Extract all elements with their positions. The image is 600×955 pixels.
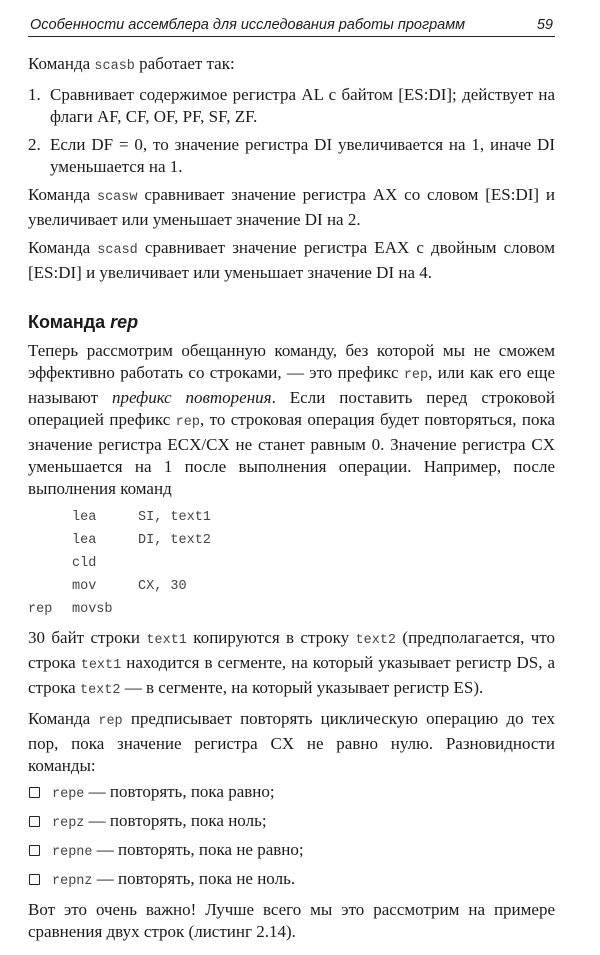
paragraph-scasd: Команда scasd сравнивает значение регистра EAX с двойным словом [ES:DI] и увеличивает или уменьшает значение DI на 4.	[28, 238, 555, 282]
square-bullet-icon	[29, 816, 40, 827]
inline-code: text2	[355, 633, 397, 648]
inline-code: text1	[146, 633, 187, 648]
code-line: cld	[72, 556, 97, 571]
code-line: lea SI, text1	[72, 510, 211, 525]
section-heading: Команда rep	[28, 312, 139, 332]
bullet-item: repne — повторять, пока не равно;	[28, 839, 555, 864]
code-line: mov CX, 30	[72, 579, 187, 594]
paragraph-rep-variants: Команда rep предписывает повторять циклическую операцию до тех пор, пока значение регистра CX не равно нулю. Разновидности команды:	[28, 709, 556, 775]
bullet-item: repe — повторять, пока равно;	[28, 781, 555, 806]
code-line: lea DI, text2	[72, 533, 211, 548]
running-title: Особенности ассемблера для исследования работы программ	[30, 17, 466, 33]
inline-code: rep	[403, 368, 429, 383]
paragraph-copy: 30 байт строки text1 копируются в строку text2 (предполагается, что строка text1 находится в сегменте, на который указывает регистр DS, а строка text2 — в сегменте, на который указывает регистр ES).	[28, 628, 556, 698]
square-bullet-icon	[29, 874, 40, 885]
list-item: 1. Сравнивает содержимое регистра AL с байтом [ES:DI]; действует на флаги AF, CF, OF, PF, SF, ZF.	[28, 85, 555, 126]
inline-code: rep	[175, 415, 200, 430]
inline-code: rep	[98, 714, 123, 729]
inline-code: text2	[79, 683, 121, 698]
list-item: 2. Если DF = 0, то значение регистра DI увеличивается на 1, иначе DI уменьшается на 1.	[28, 135, 555, 176]
term: префикс повторения	[112, 388, 272, 407]
inline-code: text1	[80, 658, 122, 673]
square-bullet-icon	[29, 845, 40, 856]
code-line: rep movsb	[28, 602, 113, 617]
paragraph-scasb: Команда scasb работает так:	[28, 54, 235, 74]
inline-code: scasd	[97, 243, 138, 258]
square-bullet-icon	[29, 787, 40, 798]
paragraph-rep-intro: Теперь рассмотрим обещанную команду, без которой мы не сможем эффективно работать со строками, — это префикс rep, или как его еще называют префикс повторения. Если поставить перед строковой операцией префикс rep, то строковая операция будет повторяться, пока значение регистра ECX/CX не станет равным 0. Значение регистра CX уменьшается на 1 после выполнения операции. Например, после выполнения команд	[28, 341, 555, 498]
code-block	[28, 506, 555, 621]
page-number: 59	[536, 17, 553, 33]
inline-code: scasb	[94, 59, 135, 74]
bullet-item: repz — повторять, пока ноль;	[28, 810, 555, 835]
running-header	[28, 14, 555, 37]
paragraph-scasw: Команда scasw сравнивает значение регистра AX со словом [ES:DI] и увеличивает или уменьшает значение DI на 2.	[28, 185, 555, 229]
inline-code: scasw	[96, 190, 138, 205]
bullet-item: repnz — повторять, пока не ноль.	[28, 868, 555, 893]
paragraph-closing: Вот это очень важно! Лучше всего мы это рассмотрим на примере сравнения двух строк (листинг 2.14).	[28, 900, 555, 941]
